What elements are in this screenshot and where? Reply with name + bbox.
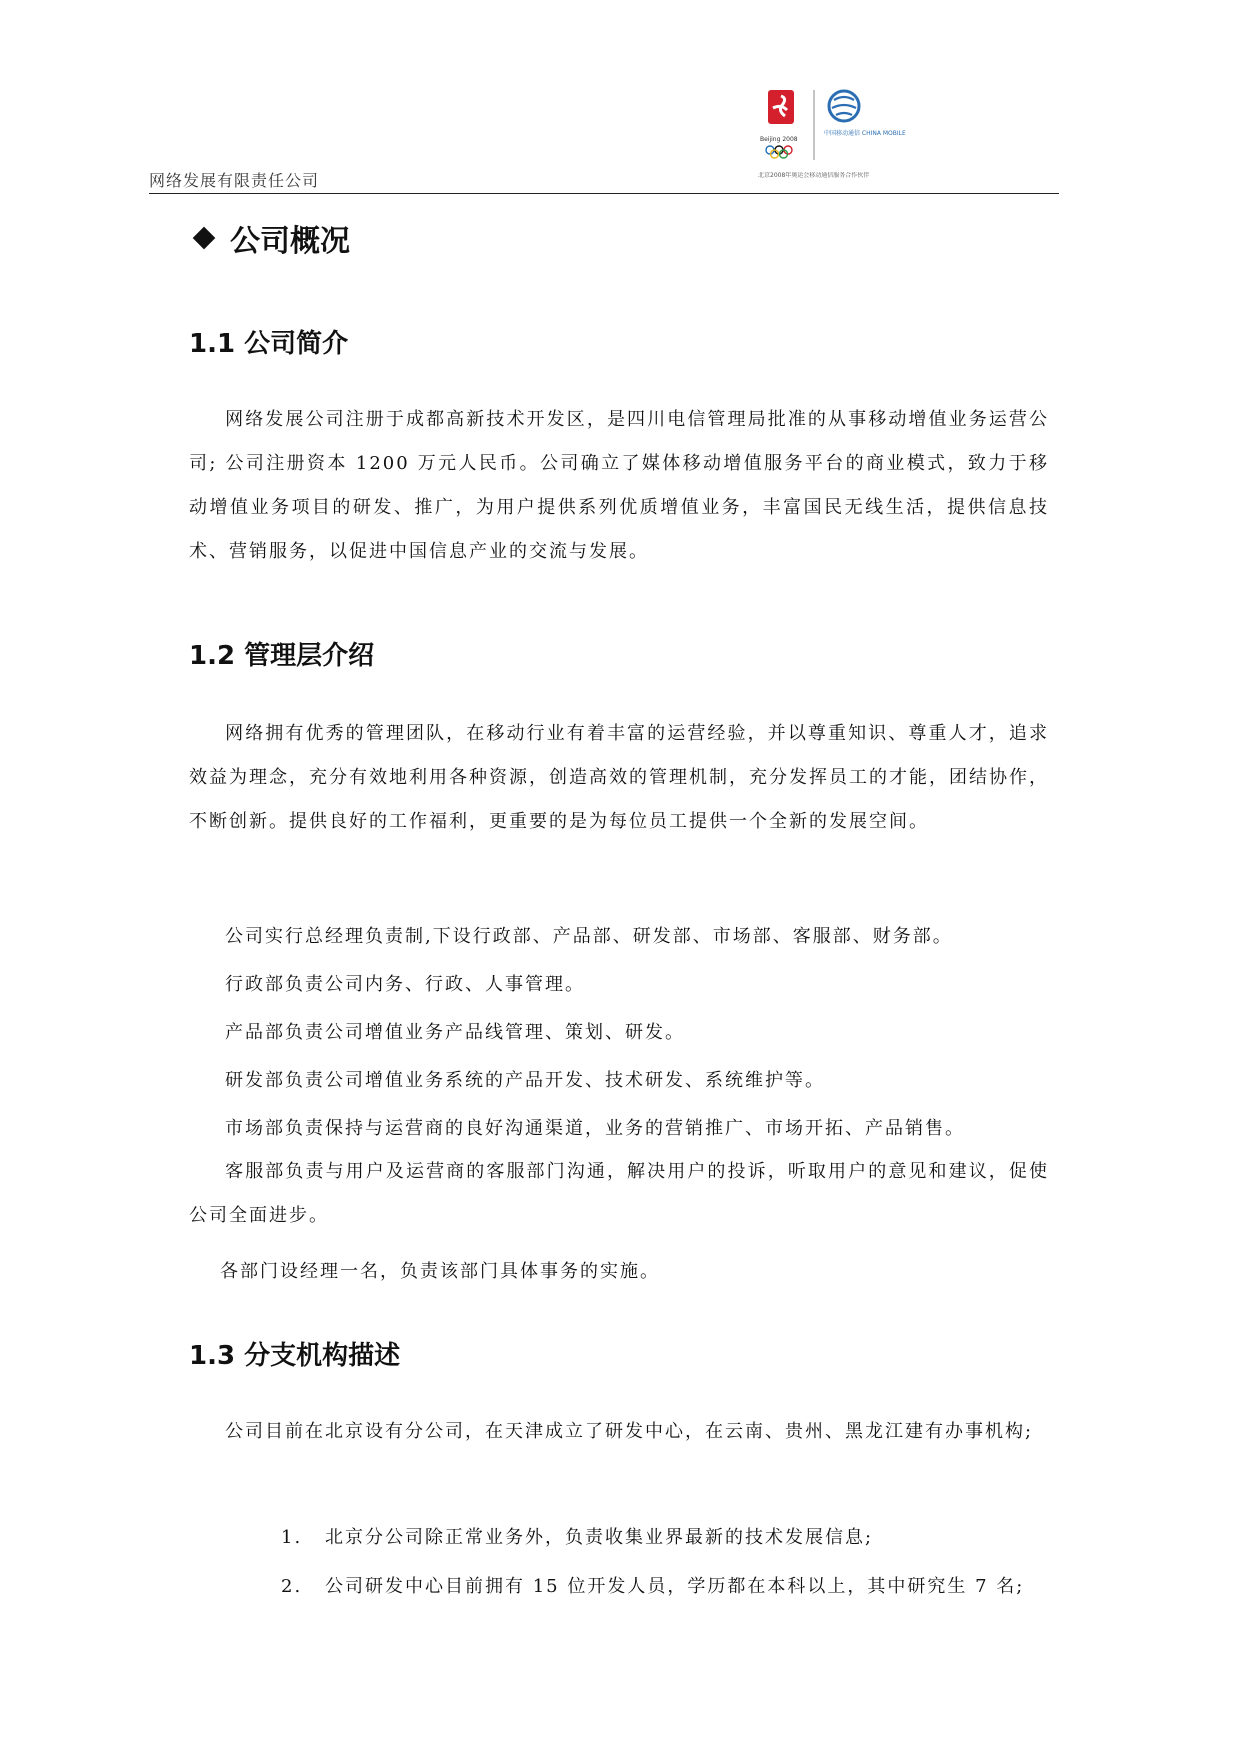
paragraph-management [189,712,1049,844]
list-item-number: 1. [281,1527,303,1548]
list-item [281,1523,873,1549]
section-title-text: 公司概况 [230,224,350,259]
paragraph-company-intro-text: 网络发展公司注册于成都高新技术开发区，是四川电信管理局批准的从事移动增值业务运营公司; 公司注册资本 1200 万元人民币。公司确立了媒体移动增值服务平台的商业模式，致力于移动增值业务项目的研发、推广，为用户提供系列优质增值业务，丰富国民无线生活，提供信息技术、营销服务，以促进中国信息产业的交流与发展。 [189,409,1049,562]
diamond-bullet-icon [193,227,216,250]
paragraph-management-text: 网络拥有优秀的管理团队，在移动行业有着丰富的运营经验，并以尊重知识、尊重人才，追求效益为理念，充分有效地利用各种资源，创造高效的管理机制，充分发挥员工的才能，团结协作，不断创新。提供良好的工作福利，更重要的是为每位员工提供一个全新的发展空间。 [189,723,1049,832]
dept-line: 产品部负责公司增值业务产品线管理、策划、研发。 [225,1022,685,1043]
paragraph-company-intro [189,398,1049,574]
heading-company-intro: 1.1 公司简介 [189,329,349,359]
list-item-number: 2. [281,1576,303,1597]
dept-line: 行政部负责公司内务、行政、人事管理。 [225,974,585,995]
paragraph-kefu [189,1150,1049,1238]
heading-branches: 1.3 分支机构描述 [189,1341,401,1371]
logo-china-mobile-text: 中国移动通信 CHINA MOBILE [824,130,906,137]
section-title [192,216,350,260]
logo-caption: 北京2008年奥运会移动通信服务合作伙伴 [758,172,870,179]
dept-line: 公司实行总经理负责制,下设行政部、产品部、研发部、市场部、客服部、财务部。 [225,926,953,947]
dept-manager-line: 各部门设经理一名，负责该部门具体事务的实施。 [220,1261,660,1282]
dept-line: 研发部负责公司增值业务系统的产品开发、技术研发、系统维护等。 [225,1070,825,1091]
logo-beijing-text: Beijing 2008 [760,136,798,143]
partner-logo [758,88,906,190]
header-company-name: 网络发展有限责任公司 [149,171,320,190]
paragraph-branches [189,1410,1049,1454]
header-divider [149,193,1059,194]
dept-line: 市场部负责保持与运营商的良好沟通渠道，业务的营销推广、市场开拓、产品销售。 [225,1118,965,1139]
list-item-text: 北京分公司除正常业务外，负责收集业界最新的技术发展信息; [325,1527,874,1548]
paragraph-kefu-text: 客服部负责与用户及运营商的客服部门沟通，解决用户的投诉，听取用户的意见和建议，促使公司全面进步。 [189,1161,1049,1226]
list-item-text: 公司研发中心目前拥有 15 位开发人员，学历都在本科以上，其中研究生 7 名; [325,1576,1025,1597]
paragraph-branches-text: 公司目前在北京设有分公司，在天津成立了研发中心，在云南、贵州、黑龙江建有办事机构; [225,1421,1034,1442]
heading-management: 1.2 管理层介绍 [189,641,375,671]
list-item [281,1572,1024,1598]
